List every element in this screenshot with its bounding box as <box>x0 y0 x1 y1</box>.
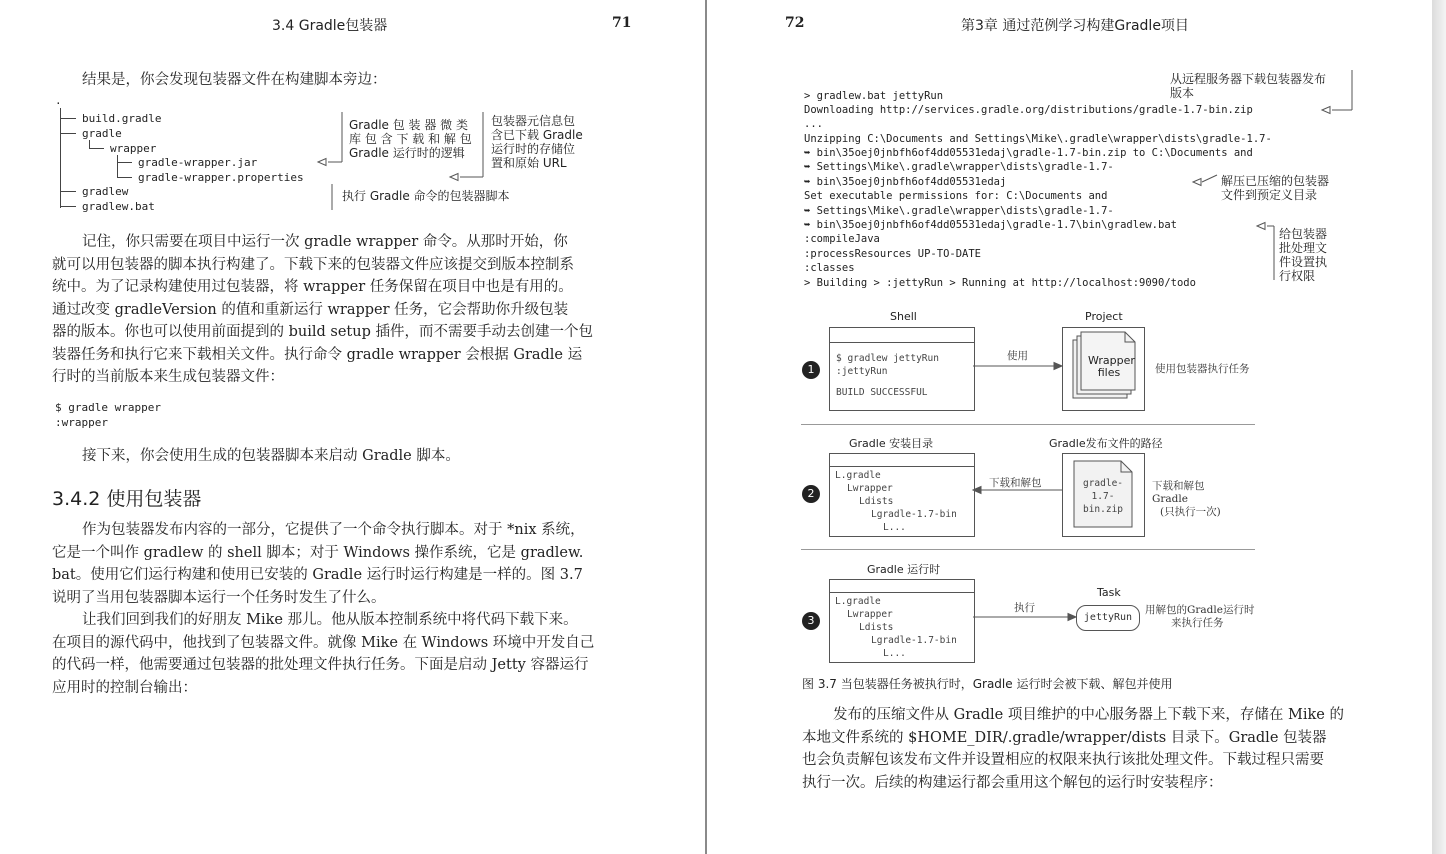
callout-wrapper-properties: 包装器元信息包 含已下载 Gradle 运行时的存储位 置和原始 URL <box>491 114 583 170</box>
page-number: 72 <box>785 15 805 31</box>
tree-item: gradlew <box>82 185 129 198</box>
tree-item: gradlew.bat <box>82 200 155 213</box>
paragraph-next: 接下来，你会使用生成的包装器脚本来启动 Gradle 脚本。 <box>82 448 460 464</box>
shell-box: $ gradlew jettyRun :jettyRun BUILD SUCCESSFUL <box>829 327 975 411</box>
step-1-badge: 1 <box>802 361 820 379</box>
dist-path-label: Gradle发布文件的路径 <box>1049 437 1163 450</box>
running-head-section: 3.4 Gradle包装器 <box>272 18 388 34</box>
arrow-label-use: 使用 <box>1007 350 1028 362</box>
tree-root: . <box>55 94 62 107</box>
callout-wrapper-scripts: 执行 Gradle 命令的包装器脚本 <box>342 189 510 203</box>
callout-wrapper-jar: Gradle 包 装 器 微 类 库 包 含 下 载 和 解 包 Gradle 运行时的逻辑 <box>349 118 472 160</box>
figure-caption: 图 3.7 当包装器任务被执行时，Gradle 运行时会被下载、解包并使用 <box>802 677 1173 691</box>
arrow-label-download: 下载和解包 <box>989 477 1042 489</box>
wrapper-files-doc: Wrapper files <box>1088 354 1135 379</box>
tree-item: gradle-wrapper.jar <box>138 156 258 169</box>
step-2-badge: 2 <box>802 485 820 503</box>
step-3-note: 用解包的Gradle运行时 来执行任务 <box>1145 604 1255 629</box>
running-head-chapter: 第3章 通过范例学习构建Gradle项目 <box>961 18 1189 34</box>
install-dir-box: L.gradle Lwrapper Ldists Lgradle-1.7-bin L... <box>829 453 975 537</box>
intro-text: 结果是，你会发现包装器文件在构建脚本旁边： <box>82 72 387 88</box>
callout-unzip: 解压已压缩的包装器 文件到预定义目录 <box>1221 174 1330 202</box>
shell-label: Shell <box>890 310 917 323</box>
figure-graphics <box>707 0 1432 680</box>
project-label: Project <box>1085 310 1123 323</box>
tree-item: gradle-wrapper.properties <box>138 171 304 184</box>
callout-permissions: 给包装器 批处理文 件设置执 行权限 <box>1279 227 1328 283</box>
runtime-box: L.gradle Lwrapper Ldists Lgradle-1.7-bin L... <box>829 579 975 663</box>
tree-item: wrapper <box>110 142 157 155</box>
runtime-label: Gradle 运行时 <box>867 563 941 576</box>
step-3-badge: 3 <box>802 612 820 630</box>
page-edge <box>1432 0 1446 854</box>
section-heading: 3.4.2 使用包装器 <box>52 488 202 510</box>
install-dir-label: Gradle 安装目录 <box>849 437 934 450</box>
arrow-label-execute: 执行 <box>1014 602 1035 614</box>
right-page: 72 第3章 通过范例学习构建Gradle项目 > gradlew.bat jettyRun Downloading http://services.gradle.org/distributions/gradle-1.7-bin.zip ... Unzipping C:\Documents and Settings\Mike\.gradle\wrapper\dists\gradle-1.7- ➥ bin\35oej0jnbfh6of4dd05531edaj\gradle-1.7-bin.zip to C:\Documents and ➥ Settings\Mike\.gradle\wrapper\dists\gradle-1.7- ➥ bin\35oej0jnbfh6of4dd05531edaj Set executable permissions for: C:\Documents and ➥ Settings\Mike\.gradle\wrapper\dists\gradle-1.7- ➥ bin\35oej0jnbfh6of4dd05531edaj\gradle-1.7\bin\gradlew.bat :compileJava :processResources UP-TO-DATE :classes > Building > :jettyRun > Running at http://localhost:9090/todo 从远程服务器下载包装器发布 版本 解压已压缩的包装器 文件到预定义目录 给包装器 批处理文 件设置执 行权限 1 Shell $ gradlew jettyRun :jettyRun BUILD SUCCESSFUL 使用 Project 使用包装器执行任务 2 Gradle 安装目录 L.gradle Lwrapper Ldists Lgradle-1.7-bin L... 下载和解包 Gradle发布文件的路径 下载和解包Gradle (只执行一次) 3 Gradle 运行时 L.gradle Lwrapper Ldists Lgradle-1.7-bin L... 执行 Task jettyRun 用解包的Gradle运行时 来执行任务 Wrapper files gradle- 1.7- bin.zip 图 3.7 当包装器任务被执行时，Gradle 运行时会被下载、解包并使用 发布的压缩文件从 Gradle 项目维护的中心服务器上下载下来，存储在 Mike 的 本地文件系统的 $HOME_DIR/.gradle/wrapper/dists 目录下。Gradle 包装器 也会负责解包该发布文件并设置相应的权限来执行该批处理文件。下载过程只需要 执行一次。后续的构建运行都会重用这个解包的运行时安装程序： <box>707 0 1432 854</box>
step-2-note: 下载和解包Gradle (只执行一次) <box>1152 480 1221 518</box>
tree-item: gradle <box>82 127 122 140</box>
step-1-note: 使用包装器执行任务 <box>1155 363 1250 375</box>
left-page: 3.4 Gradle包装器 71 结果是，你会发现包装器文件在构建脚本旁边： . build.gradle gradle wrapper gradle-wrapper.jar gradle-wrapper.properties gradlew gradlew.bat Gradle 包 装 器 微 类 库 包 含 下 载 和 解 包 Gradle 运行时的逻辑 包装器元信息包 含已下载 Gradle 运行时的存储位 置和原始 URL 执行 Gradle 命令的包装器脚本 记住，你只需要在项目中运行一次 gradle wrapper 命令。从那时开始，你 就可以用包装器的脚本执行构建了。下载下来的包装器文件应该提交到版本控制系 统中。为了记录构建使用过包装器，将 wrapper 任务保留在项目中也是有用的。 通过改变 gradleVersion 的值和重新运行 wrapper 任务，它会帮助你升级包装 器的版本。你也可以使用前面提到的 build setup 插件，而不需要手动去创建一个包 装器任务和执行它来下载相关文件。执行命令 gradle wrapper 会根据 Gradle 运 行时的当前版本来生成包装器文件： $ gradle wrapper :wrapper 接下来，你会使用生成的包装器脚本来启动 Gradle 脚本。 3.4.2 使用包装器 作为包装器发布内容的一部分，它提供了一个命令执行脚本。对于 *nix 系统， 它是一个叫作 gradlew 的 shell 脚本；对于 Windows 操作系统，它是 gradlew. bat。使用它们运行构建和使用已安装的 Gradle 运行时运行构建是一样的。图 3.7 说明了当用包装器脚本运行一个任务时发生了什么。 让我们回到我们的好朋友 Mike 那儿。他从版本控制系统中将代码下载下来。 在项目的源代码中，他找到了包装器文件。就像 Mike 在 Windows 环境中开发自己 的代码一样，他需要通过包装器的批处理文件执行任务。下面是启动 Jetty 容器运行 应用时的控制台输出： <box>0 0 705 854</box>
gradle-zip-doc: gradle- 1.7- bin.zip <box>1082 478 1124 515</box>
callout-download: 从远程服务器下载包装器发布 版本 <box>1170 72 1327 100</box>
task-jettyrun: jettyRun <box>1076 605 1140 631</box>
task-label: Task <box>1097 586 1121 599</box>
page-number: 71 <box>612 15 632 31</box>
tree-item: build.gradle <box>82 112 162 125</box>
